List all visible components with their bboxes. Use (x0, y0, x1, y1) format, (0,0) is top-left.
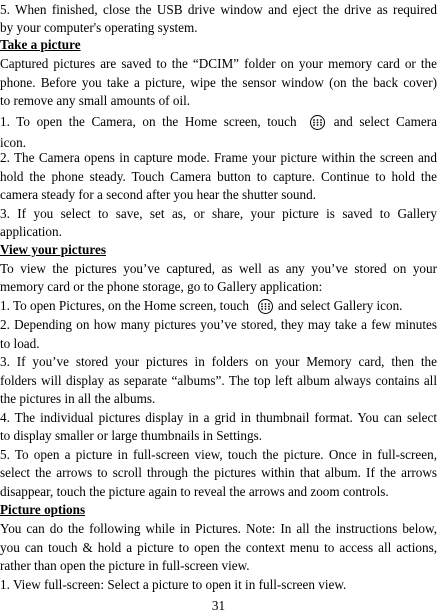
text-line: Captured pictures are saved to the “DCIM” folder on your memory card or the (0, 56, 437, 71)
text-line: by your computer's operating system. (0, 20, 198, 35)
app-drawer-icon (310, 115, 325, 130)
text-line: application. (0, 224, 62, 239)
text-line: 2. The Camera opens in capture mode. Frame your picture within the screen and (0, 150, 437, 165)
text-line: phone. Before you take a picture, wipe the sensor window (on the back cover) (0, 75, 437, 90)
text-fragment-wrap (300, 112, 437, 131)
text-line: memory card or the phone storage, go to Gallery application: (0, 279, 323, 294)
text-fragment: and select Camera (333, 114, 437, 129)
text-line: rather than open the picture in full-screen view. (0, 558, 250, 573)
text-line: 5. When finished, close the USB drive window and eject the drive as required (0, 2, 437, 17)
text-fragment: and select Gallery icon. (277, 298, 403, 313)
text-line: icon. (0, 135, 27, 150)
page-number: 31 (211, 598, 226, 613)
text-line: 5. To open a picture in full-screen view, touch the picture. Once in full-screen, (0, 447, 437, 462)
text-line: 1. View full-screen: Select a picture to open it in full-screen view. (0, 577, 347, 592)
text-line: 3. If you select to save, set as, or share, your picture is saved to Gallery (0, 206, 437, 221)
text-line: camera steady for a second after you hear the shutter sound. (0, 187, 317, 202)
text-line: select the arrows to scroll through the pictures within that album. If the arrows (0, 465, 437, 480)
app-drawer-icon (258, 299, 273, 314)
text-line: 3. If you’ve stored your pictures in folders on your Memory card, then the (0, 354, 437, 369)
text-fragment: 1. To open the Camera, on the Home screen, touch (0, 114, 297, 129)
text-fragment: 1. To open Pictures, on the Home screen, touch (0, 298, 249, 313)
text-line: to load. (0, 336, 40, 351)
text-line: 2. Depending on how many pictures you’ve stored, they may take a few minutes (0, 317, 437, 332)
text-line: the pictures in all the albums. (0, 391, 156, 406)
text-line: you can touch & hold a picture to open the context menu to access all actions, (0, 540, 437, 555)
text-line: to remove any small amounts of oil. (0, 93, 191, 108)
text-line: 4. The individual pictures display in a grid in thumbnail format. You can select (0, 410, 437, 425)
text-line (0, 296, 437, 315)
text-line: hold the phone steady. Touch Camera button to capture. Continue to hold the (0, 169, 437, 184)
text-line: folders will display as separate “albums”. The top left album always contains all (0, 373, 437, 388)
text-line: To view the pictures you’ve captured, as well as any you’ve stored on your (0, 261, 437, 276)
text-line: You can do the following while in Pictures. Note: In all the instructions below, (0, 521, 437, 536)
text-line: to display smaller or large thumbnails in Settings. (0, 428, 263, 443)
section-heading-view-pictures: View your pictures (0, 242, 106, 257)
section-heading-picture-options: Picture options (0, 502, 86, 517)
text-line: disappear, touch the picture again to reveal the arrows and zoom controls. (0, 484, 389, 499)
section-heading-take-picture: Take a picture (0, 37, 81, 52)
text-line (0, 112, 437, 131)
